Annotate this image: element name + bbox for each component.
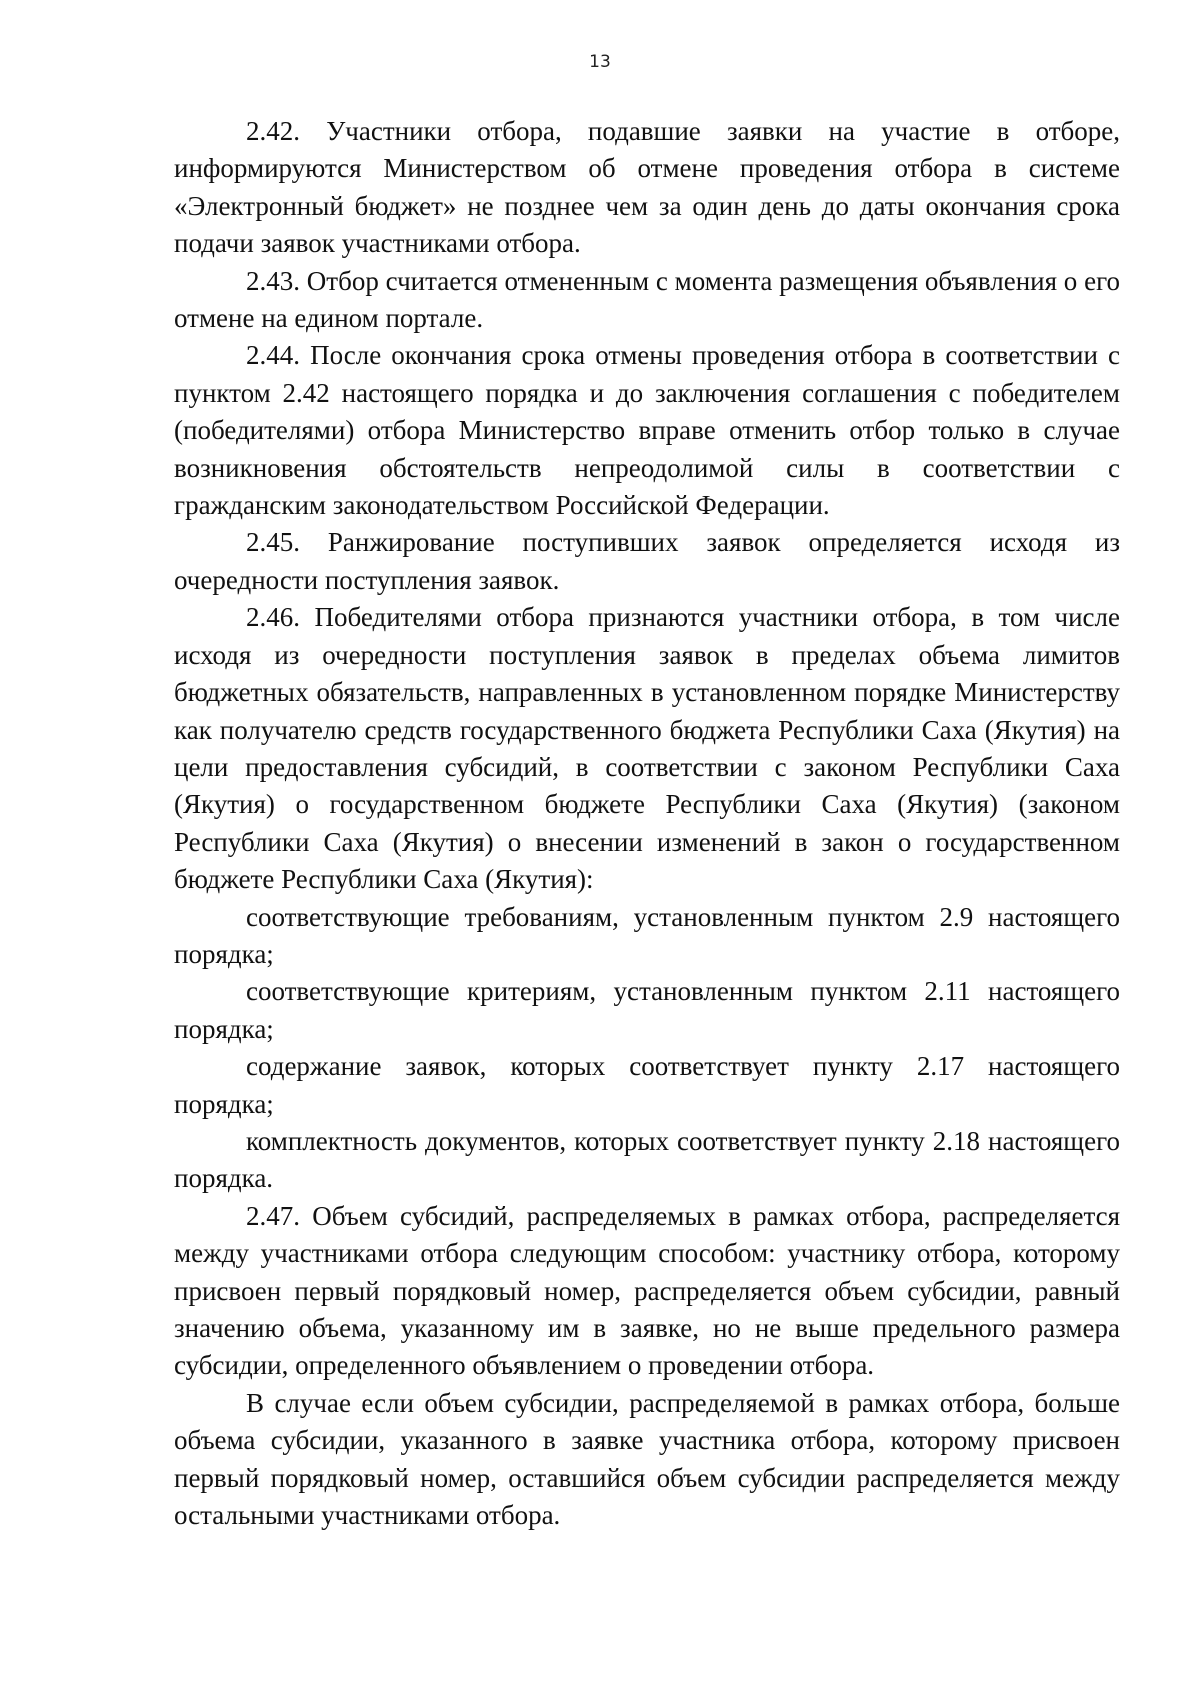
paragraph-2-47: 2.47. Объем субсидий, распределяемых в рамках отбора, распределяется между участниками отбора следующим способом: участнику отбора, которому присвоен первый порядковый номер, распределяется объем субсидии, равный значению объема, указанному им в заявке, но не выше предельного размера субсидии, определенного объявлением о проведении отбора.	[174, 1200, 1120, 1381]
list-item-content: содержание заявок, которых соответствует пункту 2.17 настоящего порядка;	[174, 1051, 1120, 1119]
paragraph-2-44: 2.44. После окончания срока отмены проведения отбора в соответствии с пунктом 2.42 настоящего порядка и до заключения соглашения с победителем (победителями) отбора Министерство вправе отменить отбор только в случае возникновения обстоятельств непреодолимой силы в соответствии с гражданским законодательством Российской Федерации.	[174, 340, 1120, 521]
list-item-completeness: комплектность документов, которых соответствует пункту 2.18 настоящего порядка.	[174, 1125, 1120, 1194]
paragraph-2-42: 2.42. Участники отбора, подавшие заявки на участие в отборе, информируются Министерством об отмене проведения отбора в системе «Электронный бюджет» не позднее чем за один день до даты окончания срока подачи заявок участниками отбора.	[174, 116, 1120, 259]
list-item-criteria: соответствующие критериям, установленным пунктом 2.11 настоящего порядка;	[174, 976, 1120, 1044]
paragraph-2-46: 2.46. Победителями отбора признаются участники отбора, в том числе исходя из очередности поступления заявок в пределах объема лимитов бюджетных обязательств, направленных в установленном порядке Министерству как получателю средств государственного бюджета Республики Саха (Якутия) на цели предоставления субсидий, в соответствии с законом Республики Саха (Якутия) о государственном бюджете Республики Саха (Якутия) (законом Республики Саха (Якутия) о внесении изменений в закон о государственном бюджете Республики Саха (Якутия):	[174, 602, 1120, 895]
document-body	[174, 113, 1120, 1534]
paragraph-2-45: 2.45. Ранжирование поступивших заявок определяется исходя из очередности поступления заявок.	[174, 527, 1120, 595]
paragraph-remaining-volume: В случае если объем субсидии, распределяемой в рамках отбора, больше объема субсидии, указанного в заявке участника отбора, которому присвоен первый порядковый номер, оставшийся объем субсидии распределяется между остальными участниками отбора.	[174, 1387, 1120, 1531]
list-item-requirements: соответствующие требованиям, установленным пунктом 2.9 настоящего порядка;	[174, 901, 1120, 969]
page-number: 13	[589, 52, 611, 72]
paragraph-2-43: 2.43. Отбор считается отмененным с момента размещения объявления о его отмене на едином портале.	[174, 265, 1120, 334]
